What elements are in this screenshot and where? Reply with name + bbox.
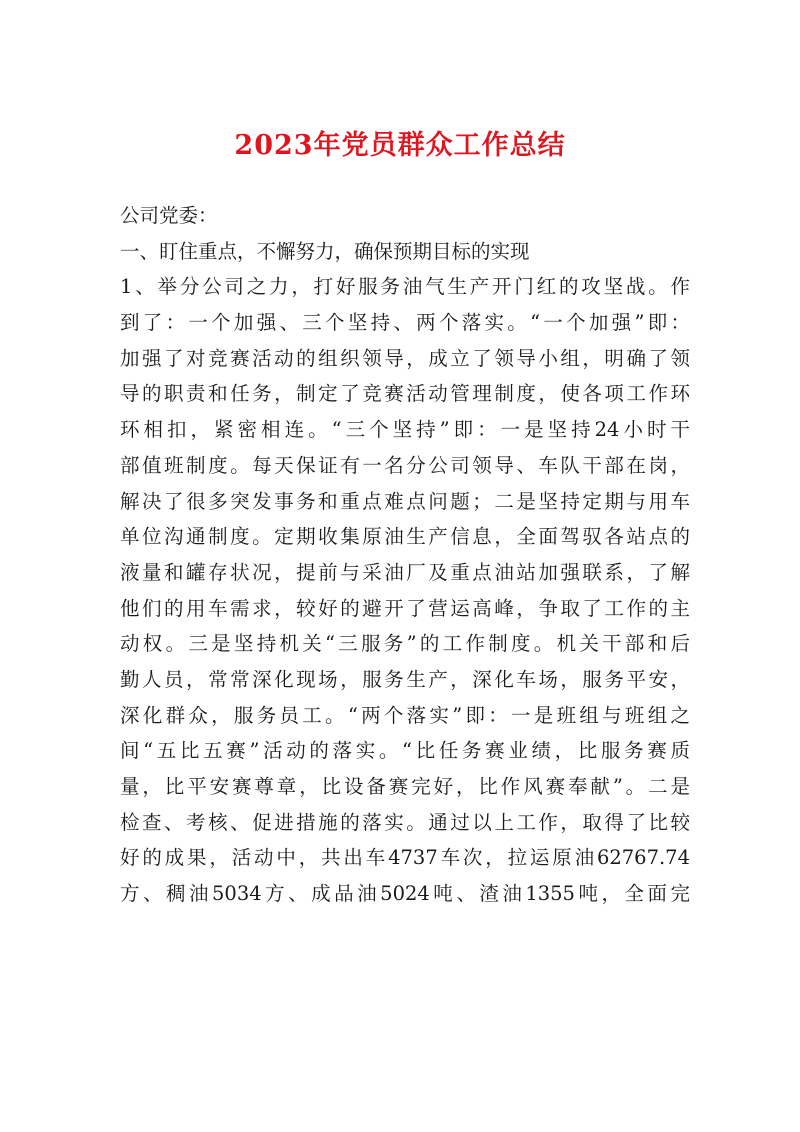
section-heading: 一、盯住重点，不懈努力，确保预期目标的实现 (120, 239, 530, 263)
paragraph-line: 检查、考核、促进措施的落实。通过以上工作，取得了比较 (120, 810, 690, 834)
paragraph-line: 间“五比五赛”活动的落实。“比任务赛业绩，比服务赛质 (120, 739, 690, 763)
paragraph-line: 深化群众，服务员工。“两个落实”即：一是班组与班组之 (120, 703, 690, 727)
salutation-line: 公司党委： (120, 204, 218, 227)
paragraph-line: 导的职责和任务，制定了竞赛活动管理制度，使各项工作环 (120, 382, 690, 406)
document-body (120, 198, 690, 912)
paragraph-line: 加强了对竞赛活动的组织领导，成立了领导小组，明确了领 (120, 346, 690, 370)
paragraph-line: 部值班制度。每天保证有一名分公司领导、车队干部在岗， (120, 453, 690, 477)
paragraph-line: 勤人员，常常深化现场，服务生产，深化车场，服务平安， (120, 667, 690, 691)
paragraph-line: 量，比平安赛尊章，比设备赛完好，比作风赛奉献”。二是 (120, 775, 690, 798)
paragraph-line: 好的成果，活动中，共出车4737车次，拉运原油62767.74 (120, 846, 690, 870)
paragraph-line: 1、举分公司之力，打好服务油气生产开门红的攻坚战。作 (120, 275, 690, 299)
paragraph-line: 液量和罐存状况，提前与采油厂及重点油站加强联系，了解 (120, 560, 690, 584)
paragraph-line: 解决了很多突发事务和重点难点问题；二是坚持定期与用车 (120, 489, 690, 513)
paragraph-line: 单位沟通制度。定期收集原油生产信息，全面驾驭各站点的 (120, 525, 690, 549)
paragraph-line: 动权。三是坚持机关“三服务”的工作制度。机关干部和后 (120, 632, 690, 656)
paragraph-line: 到了：一个加强、三个坚持、两个落实。“一个加强”即： (120, 311, 690, 335)
paragraph-line: 他们的用车需求，较好的避开了营运高峰，争取了工作的主 (120, 596, 690, 620)
paragraph-line: 方、稠油5034方、成品油5024吨、渣油1355吨，全面完 (120, 882, 690, 906)
document-title: 2023年党员群众工作总结 (234, 130, 566, 161)
paragraph-line: 环相扣，紧密相连。“三个坚持”即：一是坚持24小时干 (120, 418, 690, 442)
